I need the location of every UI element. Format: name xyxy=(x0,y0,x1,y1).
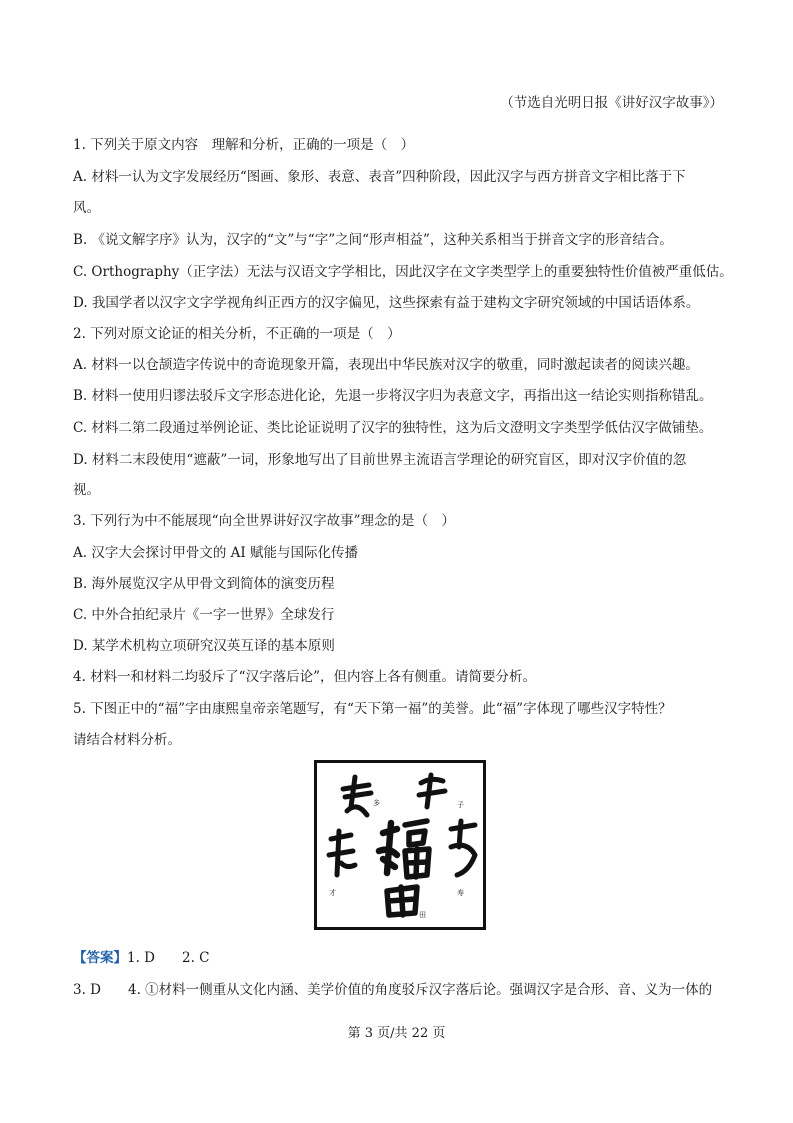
q1-option-c: C. Orthography（正字法）无法与汉语文字学相比，因此汉字在文字类型学上的重要独特性价值被严重低估。 xyxy=(73,264,733,280)
q3-option-d: D. 某学术机构立项研究汉英互译的基本原则 xyxy=(73,638,335,654)
hidden-char-cai: 才 xyxy=(329,889,336,897)
q3-option-b: B. 海外展览汉字从甲骨文到简体的演变历程 xyxy=(73,576,335,592)
question-3-stem: 3. 下列行为中不能展现“向全世界讲好汉字故事”理念的是（ ） xyxy=(73,513,455,529)
answer-text-1: 1. D 2. C xyxy=(127,950,210,966)
question-5-stem: 5. 下图正中的“福”字由康熙皇帝亲笔题写，有“天下第一福”的美誉。此“福”字体现了哪些汉字特性？ xyxy=(73,701,672,717)
question-4-stem: 4. 材料一和材料二均驳斥了“汉字落后论”，但内容上各有侧重。请简要分析。 xyxy=(73,669,536,685)
q2-option-d-cont: 视。 xyxy=(73,482,100,498)
calligraphy-artwork xyxy=(317,763,483,927)
hidden-char-duo: 多 xyxy=(373,799,380,807)
q2-option-d: D. 材料二末段使用“遮蔽”一词，形象地写出了目前世界主流语言学理论的研究盲区，即对汉字价值的忽 xyxy=(73,452,687,468)
q2-option-a: A. 材料一以仓颉造字传说中的奇诡现象开篇，表现出中华民族对汉字的敬重，同时激起读者的阅读兴趣。 xyxy=(73,357,699,373)
answer-label: 【答案】 xyxy=(73,950,127,966)
q2-option-c: C. 材料二第二段通过举例论证、类比论证说明了汉字的独特性，这为后文澄明文字类型学低估汉字做铺垫。 xyxy=(73,420,713,436)
calligraphy-fu-image xyxy=(314,760,486,930)
q3-option-a: A. 汉字大会探讨甲骨文的 AI 赋能与国际化传播 xyxy=(73,545,358,561)
hidden-char-tian: 田 xyxy=(419,911,426,919)
answer-line-2: 3. D 4. ①材料一侧重从文化内涵、美学价值的角度驳斥汉字落后论。强调汉字是合形、音、义为一体的 xyxy=(73,982,713,998)
question-1-stem: 1. 下列关于原文内容 理解和分析，正确的一项是（ ） xyxy=(73,137,415,153)
answer-line-1 xyxy=(73,948,733,968)
question-5-stem-cont: 请结合材料分析。 xyxy=(73,732,181,748)
q1-option-a: A. 材料一认为文字发展经历“图画、象形、表意、表音”四种阶段，因此汉字与西方拼音文字相比落于下 xyxy=(73,169,686,185)
hidden-char-zi: 子 xyxy=(457,801,464,809)
page-number-footer: 第 3 页/共 22 页 xyxy=(347,1026,446,1041)
q2-option-b: B. 材料一使用归谬法驳斥文字形态进化论，先退一步将汉字归为表意文字，再指出这一结论实则指称错乱。 xyxy=(73,388,713,404)
q3-option-c: C. 中外合拍纪录片《一字一世界》全球发行 xyxy=(73,607,335,623)
q1-option-a-cont: 风。 xyxy=(73,200,100,216)
q1-option-b: B. 《说文解字序》认为，汉字的“文”与“字”之间“形声相益”，这种关系相当于拼音文字的形音结合。 xyxy=(73,232,673,248)
question-2-stem: 2. 下列对原文论证的相关分析，不正确的一项是（ ） xyxy=(73,326,401,342)
hidden-char-shou: 寿 xyxy=(457,889,464,897)
source-citation: （节选自光明日报《讲好汉字故事》） xyxy=(500,95,723,111)
q1-option-d: D. 我国学者以汉字文字学视角纠正西方的汉字偏见，这些探索有益于建构文字研究领域的中国话语体系。 xyxy=(73,295,700,311)
